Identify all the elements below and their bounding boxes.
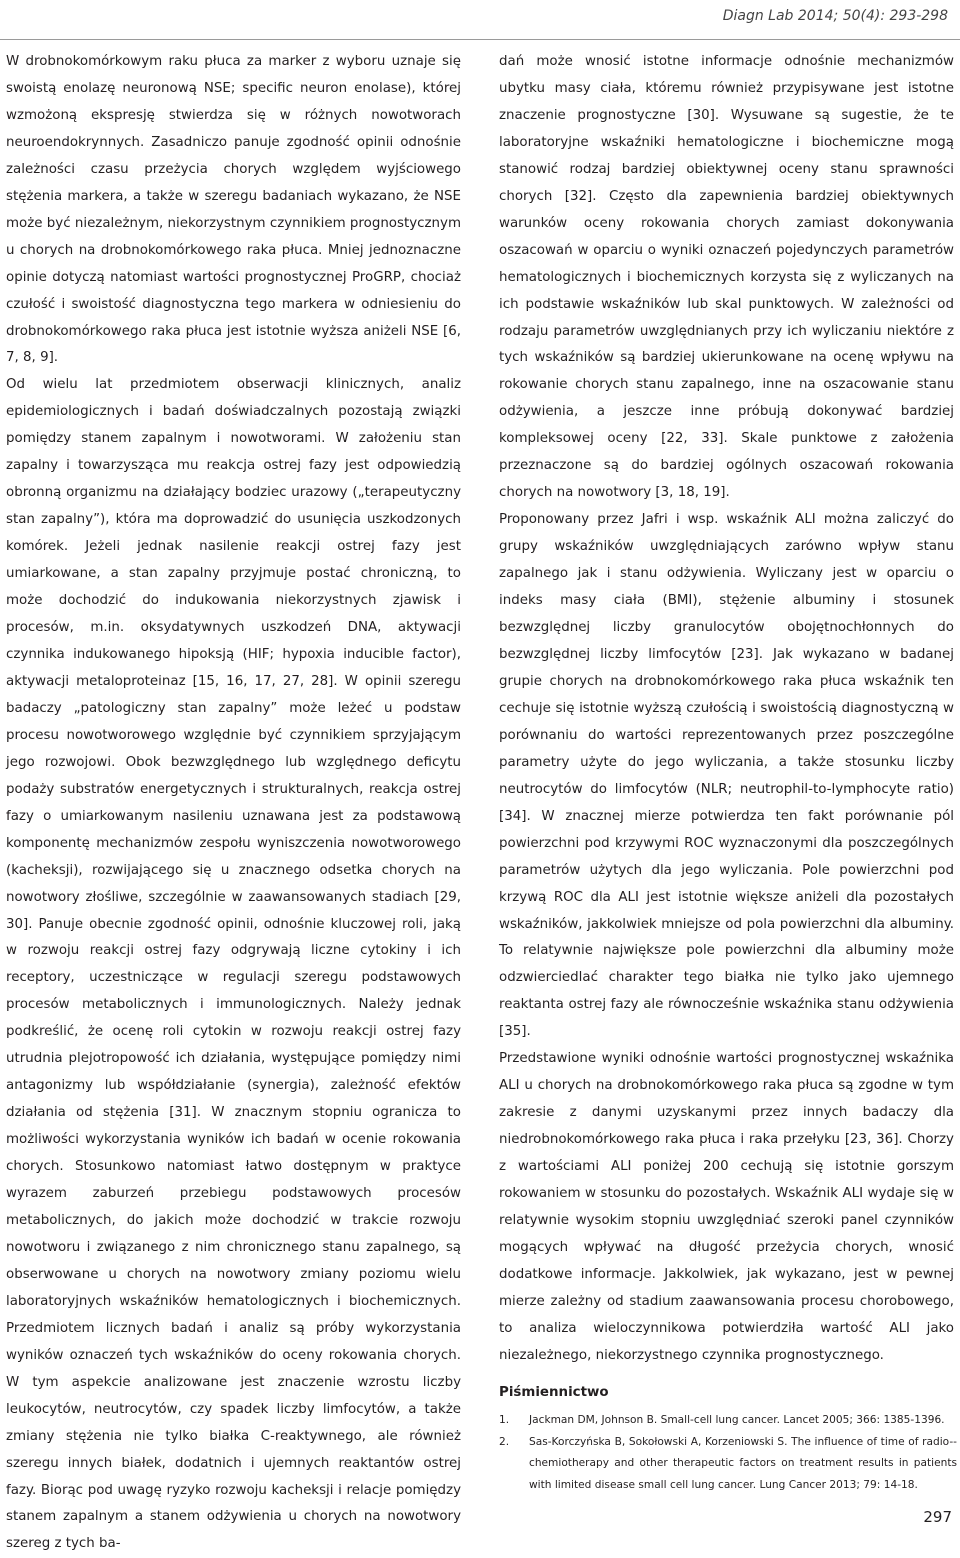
reference-item (499, 1410, 957, 1432)
reference-number: 1. (499, 1414, 510, 1426)
references-list (499, 1410, 957, 1496)
references-section (499, 1382, 957, 1496)
right-text-column (499, 49, 954, 1370)
journal-citation: Diagn Lab 2014; 50(4): 293-298 (722, 8, 948, 24)
reference-text: Jackman DM, Johnson B. Small-cell lung cancer. Lancet 2005; 366: 1385-1396. (529, 1414, 945, 1426)
reference-number: 2. (499, 1435, 510, 1448)
paragraph: dań może wnosić istotne informacje odnośnie mechanizmów ubytku masy ciała, któremu również przypisywane jest istotne znaczenie prognostyczne [30]. Wysuwane są sugestie, że te laboratoryjne wskaźniki hematologiczne i biochemiczne mogą stanowić rodzaj bardziej obiektywnej oceny stanu sprawności chorych [32]. Często dla zapewnienia bardziej obiektywnych warunków oceny rokowania chorych zamiast dokonywania oszacowań w oparciu o wyniki oznaczeń pojedynczych parametrów hematologicznych i biochemicznych korzysta się z wyliczanych na ich podstawie wskaźników lub skal punktowych. W zależności od rodzaju parametrów uwzględnianych przy ich wyliczaniu niektóre z tych wskaźników są bardziej ukierunkowane na ocenę wpływu na rokowanie chorych stanu zapalnego, inne na oszacowanie stanu odżywienia, a jeszcze inne próbują dokonywać bardziej kompleksowej oceny [22, 33]. Skale punktowe z założenia przeznaczone są do bardziej ogólnych oszacowań rokowania chorych na nowotwory [3, 18, 19]. (499, 54, 954, 501)
paragraph: Od wielu lat przedmiotem obserwacji klinicznych, analiz epidemiologicznych i badań doświadczalnych pozostają związki pomiędzy stanem zapalnym i nowotworami. W założeniu stan zapalny i towarzysząca mu reakcja ostrej fazy jest odpowiedzią obronną organizmu na działający bodziec urazowy („terapeutyczny stan zapalny”), która ma doprowadzić do usunięcia uszkodzonych komórek. Jeżeli jednak nasilenie reakcji ostrej fazy jest umiarkowane, a stan zapalny przyjmuje postać chroniczną, to może dochodzić do indukowania niekorzystnych zjawisk i procesów, m.in. oksydatywnych uszkodzeń DNA, aktywacji czynnika indukowanego hipoksją (HIF; hypoxia inducible factor), aktywacji metaloproteinaz [15, 16, 17, 27, 28]. W opinii szeregu badaczy „patologiczny stan zapalny” może leżeć u podstaw procesu nowotworowego względnie być czynnikiem sprzyjającym jego rozwojowi. Obok bezwzględnego lub względnego deficytu podaży substratów energetycznych i strukturalnych, reakcja ostrej fazy o umiarkowanym nasileniu uznawana jest za podstawową komponentę mechanizmów zespołu wyniszczenia nowotworowego (kacheksji), rozwijającego się u znacznego odsetka chorych na nowotwory złośliwe, szczególnie w zaawansowanych stadiach [29, 30]. Panuje obecnie zgodność opinii, odnośnie kluczowej roli, jaką w rozwoju reakcji ostrej fazy odgrywają liczne cytokiny i ich receptory, uczestniczące w regulacji szeregu podstawowych procesów metabolicznych i immunologicznych. Należy jednak podkreślić, że ocenę roli cytokin w rozwoju reakcji ostrej fazy utrudnia plejotropowość ich działania, występujące pomiędzy nimi antagonizmy lub współdziałanie (synergia), zależność efektów działania od stężenia [31]. W znacznym stopniu ogranicza to możliwości wykorzystania wyników ich badań w ocenie rokowania chorych. Stosunkowo natomiast łatwo dostępnym w praktyce wyrazem zaburzeń przebiegu podstawowych procesów metabolicznych, do jakich może dochodzić w trakcie rozwoju nowotworu i związanego z nim chronicznego stanu zapalnego, są obserwowane u chorych na nowotwory zmiany poziomu wielu laboratoryjnych wskaźników hematologicznych i biochemicznych. Przedmiotem licznych badań i analiz są próby wykorzystania wyników oznaczeń tych wskaźników do oceny rokowania chorych. W tym aspekcie analizowane jest znaczenie wzrostu liczby leukocytów, neutrocytów, czy spadek liczby limfocytów, a także zmiany stężenia nie tylko białka C-reaktywnego, ale również szeregu innych białek, dodatnich i ujemnych reaktantów ostrej fazy. Biorąc pod uwagę ryzyko rozwoju kacheksji i relacje pomiędzy stanem zapalnym a stanem odżywienia u chorych na nowotwory szereg z tych ba- (6, 377, 461, 1552)
paragraph: Proponowany przez Jafri i wsp. wskaźnik ALI można zaliczyć do grupy wskaźników uwzględniających zarówno wpływ stanu zapalnego jak i stanu odżywienia. Wyliczany jest w oparciu o indeks masy ciała (BMI), stężenie albuminy i stosunek bezwzględnej liczby granulocytów obojętnochłonnych do bezwzględnej liczby limfocytów [23]. Jak wykazano w badanej grupie chorych na drobnokomórkowego raka płuca wskaźnik ten cechuje się istotnie wyższą czułością i swoistością diagnostyczną w porównaniu do wartości reprezentowanych przez poszczególne parametry użyte do jego wyliczania, a także stosunku liczby neutrocytów do limfocytów (NLR; neutrophil-to-lymphocyte ratio) [34]. W znacznej mierze potwierdza ten fakt porównanie pól powierzchni pod krzywymi ROC wyznaczonymi dla poszczególnych parametrów użytych dla jego wyliczania. Pole powierzchni pod krzywą ROC dla ALI jest istotnie większe aniżeli dla pozostałych wskaźników, jakkolwiek mniejsze od pola powierzchni dla albuminy. To relatywnie największe pole powierzchni dla albuminy może odzwierciedlać charakter tego białka nie tylko jako ujemnego reaktanta ostrej fazy ale równocześnie wskaźnika stanu odżywienia [35]. (499, 512, 954, 1040)
left-text-column (6, 49, 461, 1558)
reference-text: Sas-Korczyńska B, Sokołowski A, Korzeniowski S. The influence of time of radio--chemiotherapy and other therapeutic factors on treatment results in patients with limited disease small cell lung cancer. Lung Cancer 2013; 79: 14-18. (529, 1435, 957, 1491)
references-heading: Piśmiennictwo (499, 1385, 609, 1400)
header-rule (0, 0, 960, 40)
page-number: 297 (923, 1508, 952, 1526)
paragraph: W drobnokomórkowym raku płuca za marker z wyboru uznaje się swoistą enolazę neuronową NSE; specific neuron enolase), której wzmożoną ekspresję stwierdza się w różnych nowotworach neuroendokrynnych. Zasadniczo panuje zgodność opinii odnośnie zależności czasu przeżycia chorych względem wyjściowego stężenia markera, a także w szeregu badaniach wykazano, że NSE może być niezależnym, niekorzystnym czynnikiem prognostycznym u chorych na drobnokomórkowego raka płuca. Mniej jednoznaczne opinie dotyczą natomiast wartości prognostycznej ProGRP, chociaż czułość i swoistość diagnostyczna tego markera w odniesieniu do drobnokomórkowego raka płuca jest istotnie wyższa aniżeli NSE [6, 7, 8, 9]. (6, 54, 461, 366)
reference-item (499, 1432, 957, 1497)
paragraph: Przedstawione wyniki odnośnie wartości prognostycznej wskaźnika ALI u chorych na drobnokomórkowego raka płuca są zgodne w tym zakresie z danymi uzyskanymi przez innych badaczy dla niedrobnokomórkowego raka płuca i raka przełyku [23, 36]. Chorzy z wartościami ALI poniżej 200 cechują się istotnie gorszym rokowaniem w stosunku do pozostałych. Wskaźnik ALI wydaje się w relatywnie wysokim stopniu uwzględniać szeroki panel czynników mogących wpływać na długość przeżycia chorych, wnosić dodatkowe informacje. Jakkolwiek, jak wykazano, jest w pewnej mierze zależny od stadium zaawansowania procesu chorobowego, to analiza wieloczynnikowa potwierdziła wartość ALI jako niezależnego, niekorzystnego czynnika prognostycznego. (499, 1051, 954, 1363)
